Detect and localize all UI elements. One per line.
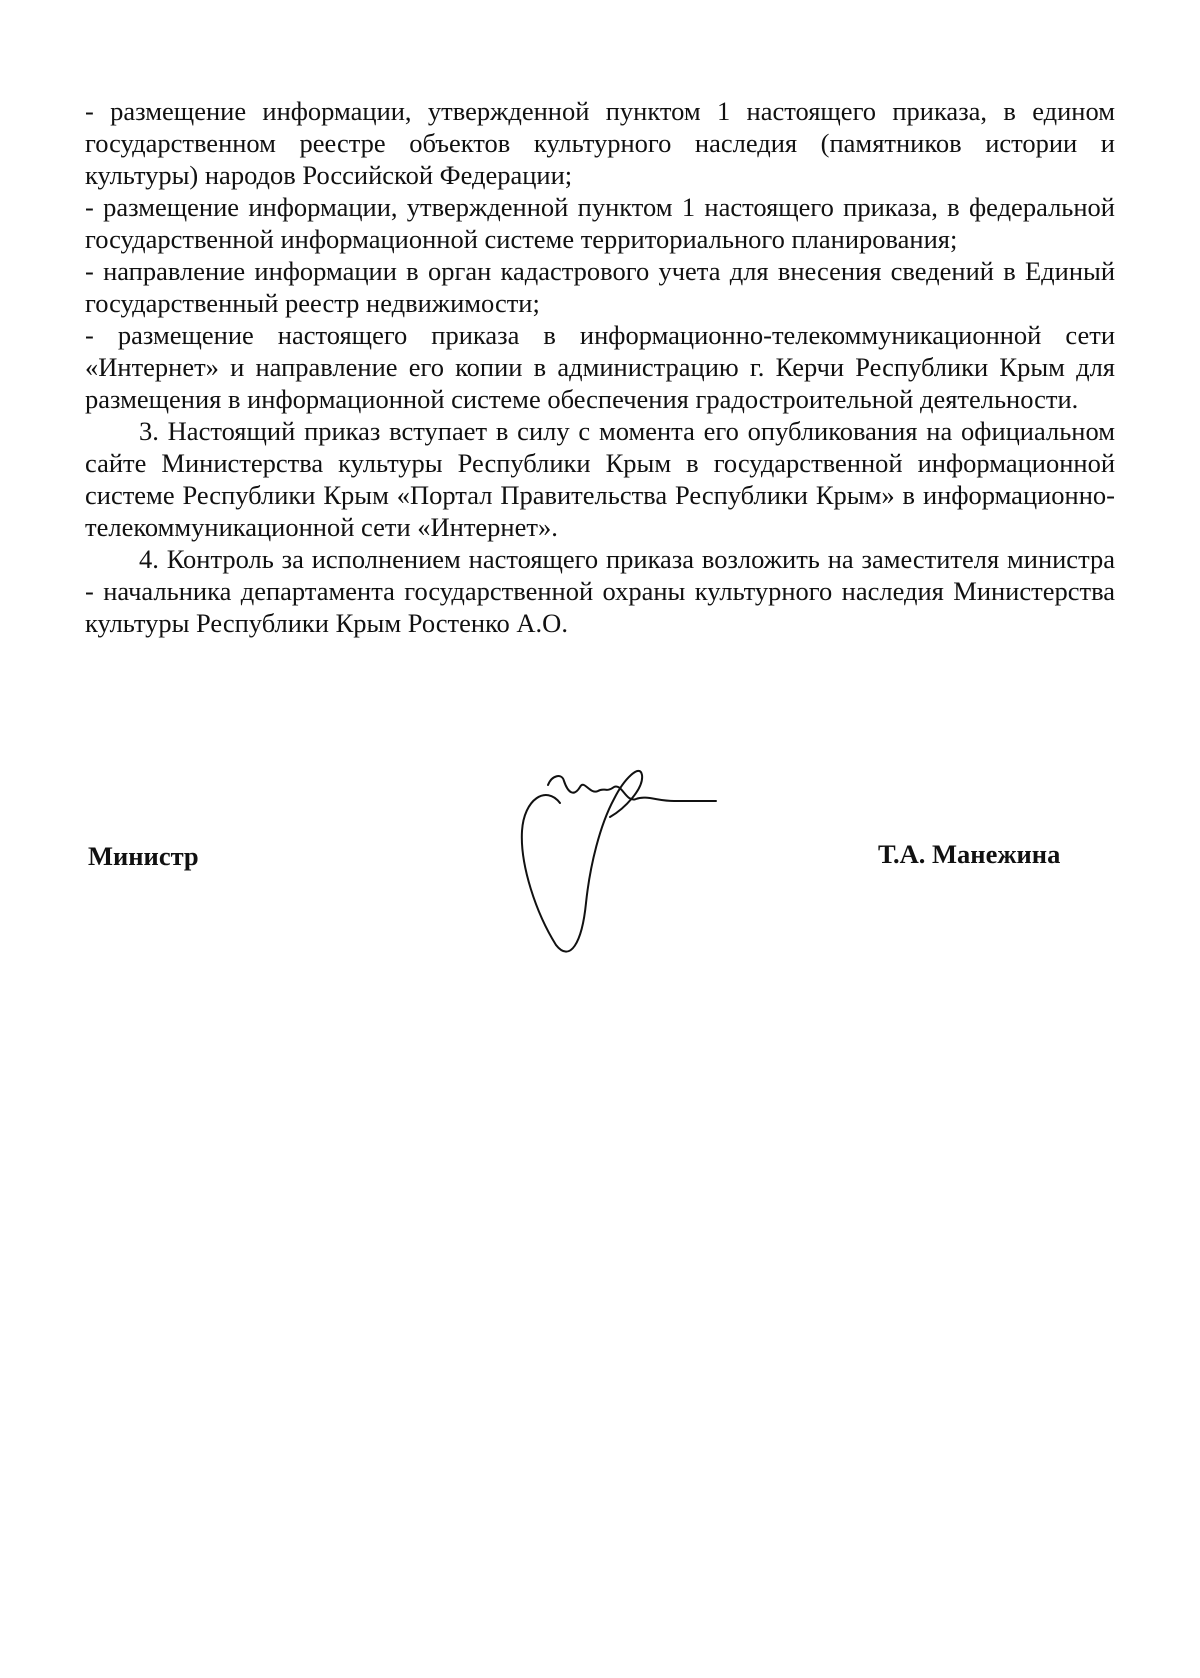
handwritten-signature (518, 765, 718, 957)
paragraph-item-3: 3. Настоящий приказ вступает в силу с момента его опубликования на официальном сайте Министерства культуры Республики Крым в государственной информационной системе Республики Крым «Портал Правительства Республики Крым» в информационно-телекоммуникационной сети «Интернет». (85, 416, 1115, 542)
signatory-name: Т.А. Манежина (878, 839, 1061, 869)
signatory-role: Министр (88, 841, 199, 871)
paragraph-fgis-placement: - размещение информации, утвержденной пунктом 1 настоящего приказа, в федеральной государственной информационной системе территориального планирования; (85, 192, 1115, 254)
paragraph-registry-placement: - размещение информации, утвержденной пунктом 1 настоящего приказа, в едином государственном реестре объектов культурного наследия (памятников истории и культуры) народов Российской Федерации; (85, 96, 1115, 190)
paragraph-internet-placement: - размещение настоящего приказа в информационно-телекоммуникационной сети «Интернет» и направление его копии в администрацию г. Керчи Республики Крым для размещения в информационной системе обеспечения градостроительной деятельности. (85, 320, 1115, 414)
document-body (85, 95, 1115, 639)
paragraph-item-4: 4. Контроль за исполнением настоящего приказа возложить на заместителя министра - начальника департамента государственной охраны культурного наследия Министерства культуры Республики Крым Ростенко А.О. (85, 544, 1115, 638)
paragraph-cadastral-info: - направление информации в орган кадастрового учета для внесения сведений в Единый государственный реестр недвижимости; (85, 256, 1115, 318)
